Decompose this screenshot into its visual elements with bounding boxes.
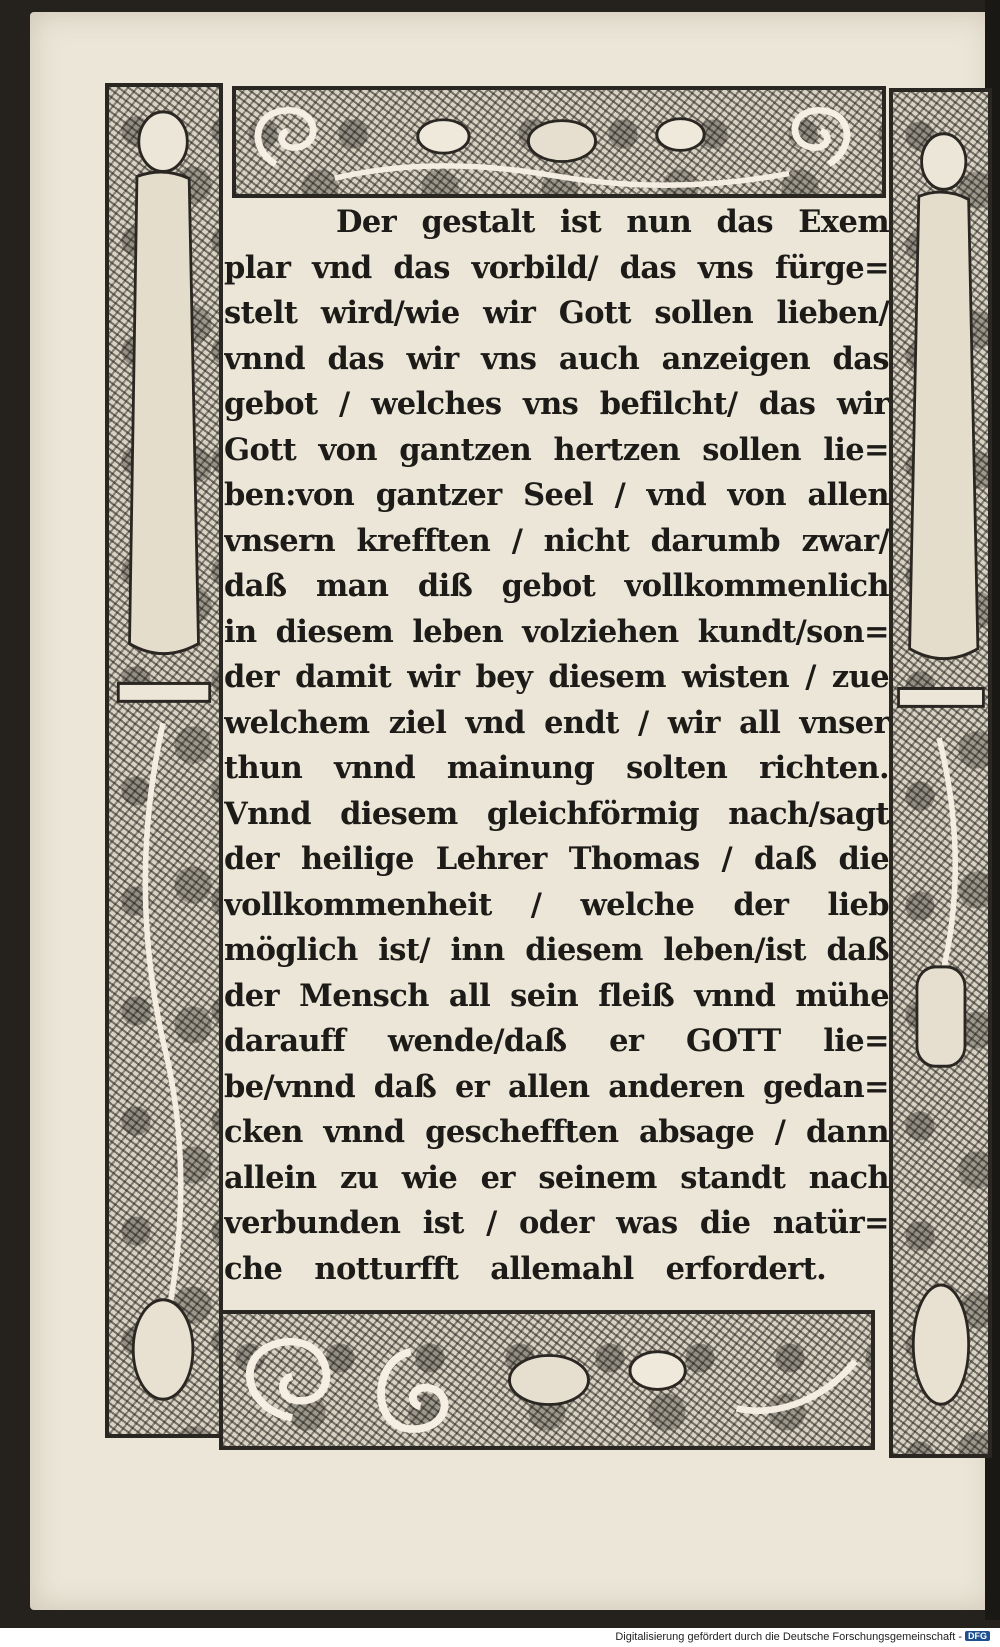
text-line: verbunden ist / oder was die natür= — [224, 1205, 889, 1241]
digitization-credit — [615, 1631, 990, 1643]
text-line: vnnd das wir vns auch anzeigen das — [224, 340, 889, 377]
text-line: daß man diß gebot vollkommenlich — [224, 568, 889, 604]
text-line: der heilige Lehrer Thomas / daß die — [224, 841, 889, 877]
text-line: thun vnnd mainung solten richten. — [224, 750, 889, 786]
text-line: Vnnd diesem gleichförmig nach/sagt — [224, 795, 889, 832]
text-line: cken vnnd geschefften absage / dann — [224, 1114, 889, 1150]
saint-figure-icon — [893, 92, 988, 1454]
woodcut-border-left — [105, 83, 223, 1438]
text-line: Gott von gantzen hertzen sollen lie= — [224, 431, 889, 468]
text-line: der damit wir bey diesem wisten / zue — [224, 659, 889, 695]
ornament-scroll-icon — [236, 90, 882, 194]
text-line: ben:von gantzer Seel / vnd von allen — [224, 477, 889, 513]
text-line: Der gestalt ist nun das Exem — [336, 204, 889, 240]
saint-figure-icon — [109, 87, 219, 1434]
text-line: plar vnd das vorbild/ das vns fürge= — [224, 249, 889, 286]
text-line: vnsern krefften / nicht darumb zwar/ — [224, 522, 889, 559]
text-line: stelt wird/wie wir Gott sollen lieben/ — [224, 295, 889, 331]
ornament-scroll-icon — [223, 1314, 871, 1446]
text-line: darauff wende/daß er GOTT lie= — [224, 1023, 889, 1059]
text-line: der Mensch all sein fleiß vnnd mühe — [224, 977, 889, 1014]
page-text — [224, 200, 889, 1292]
dfg-logo-icon: DFG — [965, 1631, 990, 1641]
text-line: möglich ist/ inn diesem leben/ist daß — [224, 932, 889, 968]
text-line: welchem ziel vnd endt / wir all vnser — [224, 704, 889, 741]
text-line: gebot / welches vns befilcht/ das wir — [224, 386, 889, 422]
text-line: in diesem leben volziehen kundt/son= — [224, 613, 889, 650]
text-line: vollkommenheit / welche der lieb — [224, 886, 889, 923]
credit-text: Digitalisierung gefördert durch die Deutsche Forschungsgemeinschaft - — [615, 1631, 962, 1643]
woodcut-border-top — [232, 86, 886, 198]
text-line: be/vnnd daß er allen anderen gedan= — [224, 1068, 889, 1105]
woodcut-border-right — [889, 88, 992, 1458]
woodcut-border-bottom — [219, 1310, 875, 1450]
text-line: allein zu wie er seinem standt nach — [224, 1159, 889, 1196]
text-line: che notturfft allemahl erfordert. — [224, 1250, 827, 1287]
